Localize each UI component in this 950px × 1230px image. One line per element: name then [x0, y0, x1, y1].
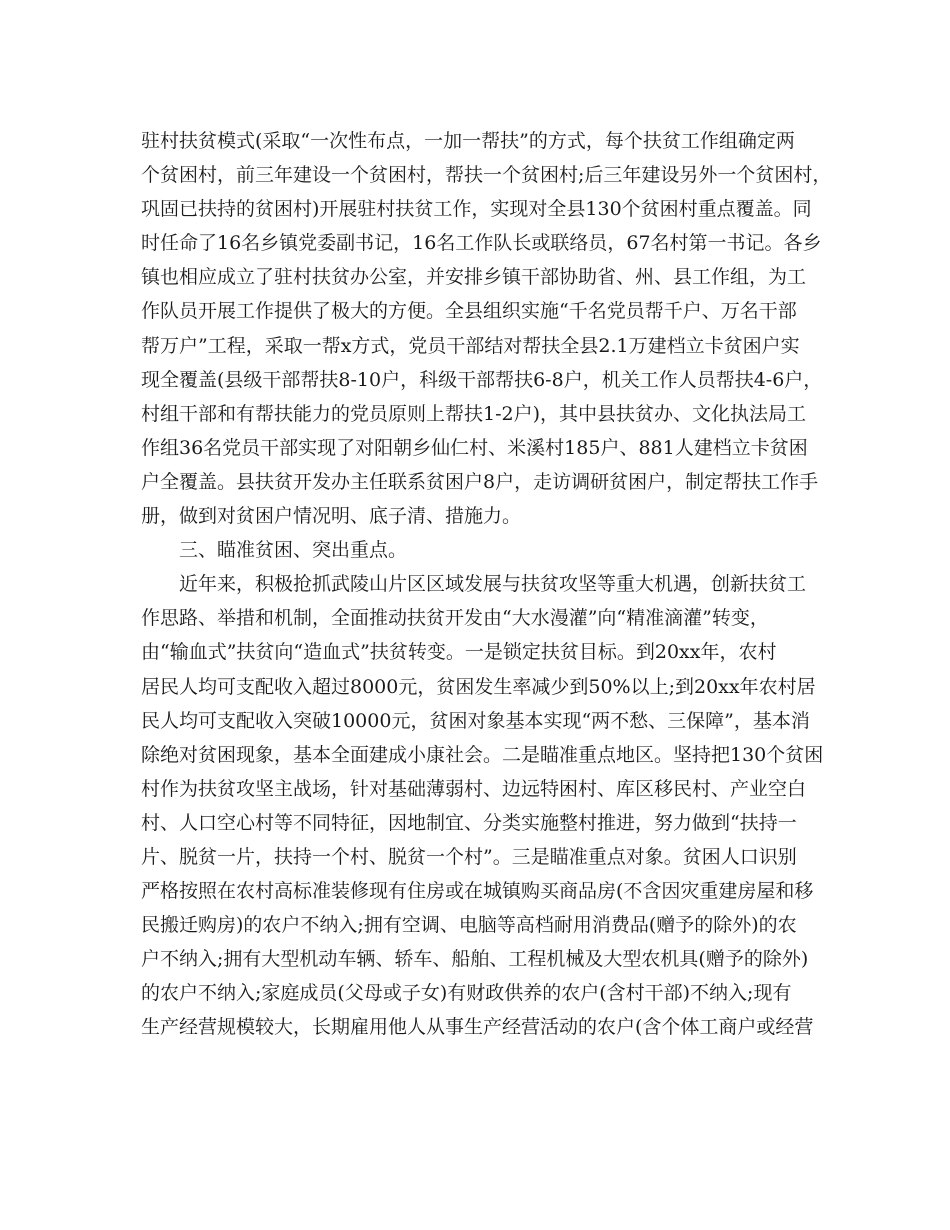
text-line: 个贫困村，前三年建设一个贫困村，帮扶一个贫困村;后三年建设另外一个贫困村， [141, 164, 832, 187]
text-line: 严格按照在农村高标准装修现有住房或在城镇购买商品房(不含因灾重建房屋和移 [141, 880, 814, 903]
text-line: 作组36名党员干部实现了对阳朝乡仙仁村、米溪村185户、881人建档立卡贫困 [141, 436, 808, 459]
section-heading: 三、瞄准贫困、突出重点。 [179, 539, 408, 562]
text-line: 时任命了16名乡镇党委副书记，16名工作队长或联络员，67名村第一书记。各乡 [141, 232, 822, 255]
text-line: 驻村扶贫模式(采取“一次性布点，一加一帮扶”的方式，每个扶贫工作组确定两 [141, 130, 795, 152]
paragraph-first-line: 近年来，积极抢抓武陵山片区区域发展与扶贫攻坚等重大机遇，创新扶贫工 [179, 573, 807, 596]
text-line: 除绝对贫困现象，基本全面建成小康社会。二是瞄准重点地区。坚持把130个贫困 [141, 743, 824, 766]
text-line: 帮万户”工程，采取一帮x方式，党员干部结对帮扶全县2.1万建档立卡贫困户实 [141, 334, 800, 357]
text-line: 村、人口空心村等不同特征，因地制宜、分类实施整村推进，努力做到“扶持一 [141, 811, 797, 834]
text-line: 民搬迁购房)的农户不纳入;拥有空调、电脑等高档耐用消费品(赠予的除外)的农 [141, 914, 797, 937]
text-line: 居民人均可支配收入超过8000元，贫困发生率减少到50%以上;到20xx年农村居 [141, 675, 816, 698]
text-line: 巩固已扶持的贫困村)开展驻村扶贫工作，实现对全县130个贫困村重点覆盖。同 [141, 198, 812, 221]
text-line: 民人均可支配收入突破10000元，贫困对象基本实现“两不愁、三保障”，基本消 [141, 709, 810, 732]
text-line: 片、脱贫一片，扶持一个村、脱贫一个村”。三是瞄准重点对象。贫困人口识别 [141, 845, 797, 868]
text-line: 作思路、举措和机制，全面推动扶贫开发由“大水漫灌”向“精准滴灌”转变， [141, 607, 769, 630]
text-line: 生产经营规模较大，长期雇用他人从事生产经营活动的农户(含个体工商户或经营 [141, 1016, 814, 1039]
text-line: 册，做到对贫困户情况明、底子清、措施力。 [141, 505, 522, 528]
text-line: 现全覆盖(县级干部帮扶8-10户，科级干部帮扶6-8户，机关工作人员帮扶4-6户， [141, 368, 823, 391]
text-line: 村组干部和有帮扶能力的党员原则上帮扶1-2户)，其中县扶贫办、文化执法局工 [141, 402, 807, 425]
text-line: 户不纳入;拥有大型机动车辆、轿车、船舶、工程机械及大型农机具(赠予的除外) [141, 948, 809, 971]
document-body [141, 124, 832, 1045]
text-line: 村作为扶贫攻坚主战场，针对基础薄弱村、边远特困村、库区移民村、产业空白 [141, 777, 807, 800]
text-line: 作队员开展工作提供了极大的方便。全县组织实施“千名党员帮千户、万名干部 [141, 300, 797, 323]
text-line: 镇也相应成立了驻村扶贫办公室，并安排乡镇干部协助省、州、县工作组，为工 [141, 266, 807, 289]
text-line: 的农户不纳入;家庭成员(父母或子女)有财政供养的农户(含村干部)不纳入;现有 [141, 982, 792, 1005]
text-line: 由“输血式”扶贫向“造血式”扶贫转变。一是锁定扶贫目标。到20xx年，农村 [141, 641, 777, 664]
text-line: 户全覆盖。县扶贫开发办主任联系贫困户8户，走访调研贫困户，制定帮扶工作手 [141, 470, 819, 493]
